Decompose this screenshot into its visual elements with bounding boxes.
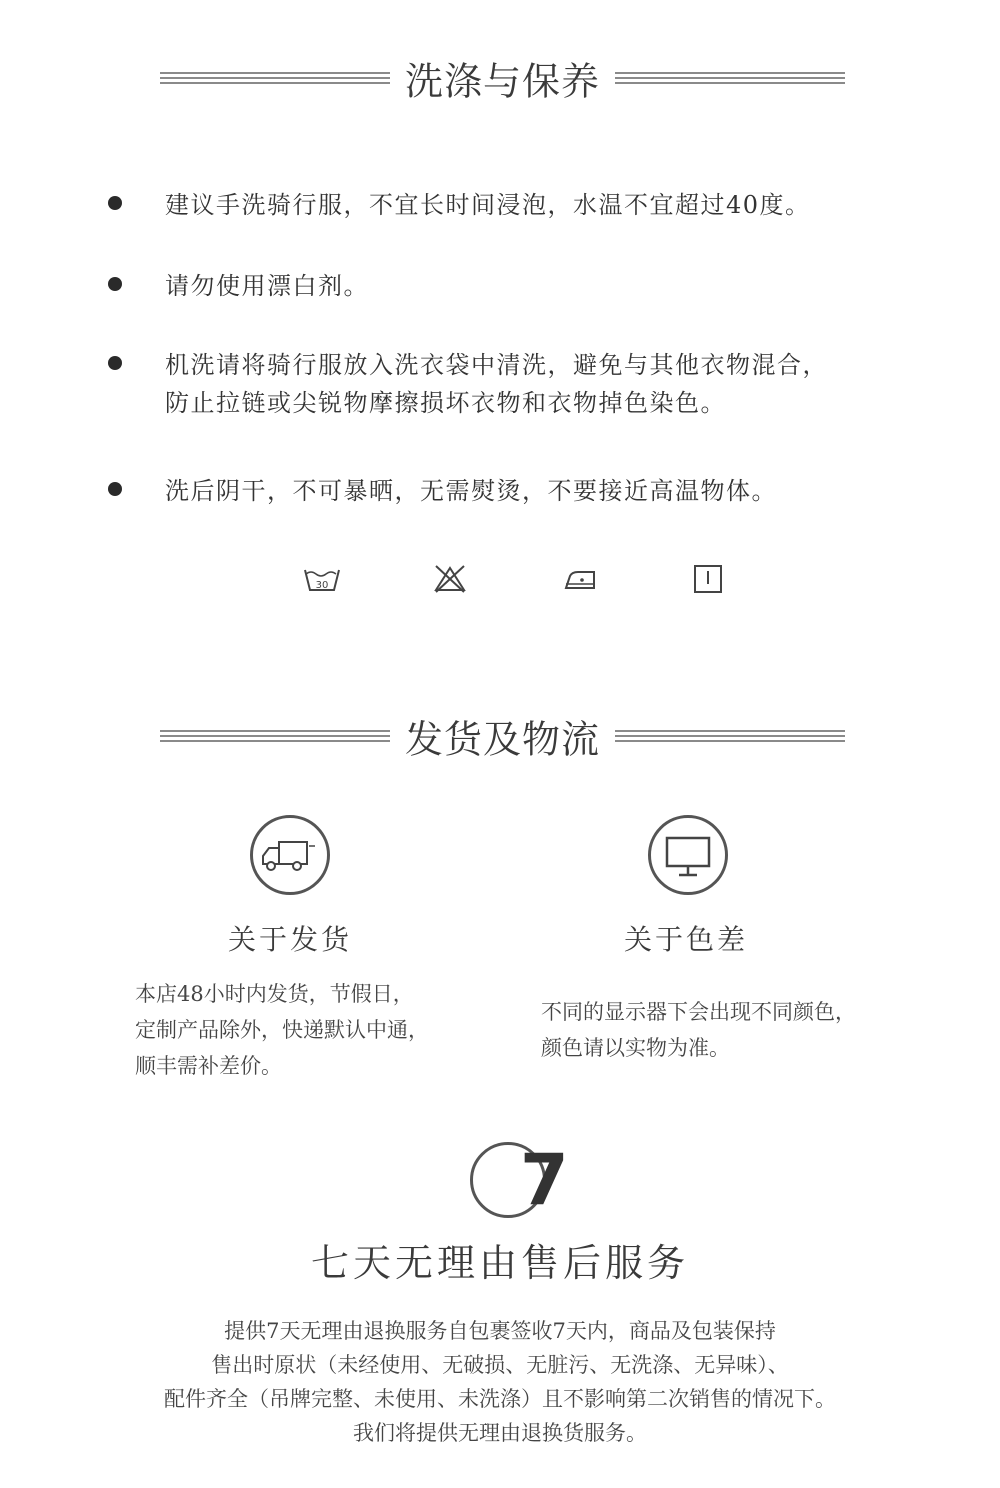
- care-bullet-text: 机洗请将骑行服放入洗衣袋中清洗，避免与其他衣物混合， 防止拉链或尖锐物摩擦损坏衣物和衣物掉色染色。: [165, 351, 828, 417]
- care-heading-title: 洗涤与保养: [404, 59, 601, 104]
- bullet-dot: [108, 482, 122, 496]
- care-bullet-text: 请勿使用漂白剂。: [165, 272, 369, 300]
- hand-wash-30-icon: [302, 560, 342, 596]
- line-dry-icon: [688, 560, 728, 596]
- heading-rule-left: [160, 730, 390, 742]
- heading-rule-left: [160, 72, 390, 84]
- care-heading: [160, 48, 845, 108]
- heading-rule-right: [615, 730, 845, 742]
- care-bullet-text: 建议手洗骑行服，不宜长时间浸泡，水温不宜超过40度。: [165, 191, 811, 219]
- heading-rule-right: [615, 72, 845, 84]
- wash-temp-label: 30: [315, 580, 329, 591]
- seven-number: 7: [520, 1139, 569, 1221]
- monitor-icon: [648, 815, 728, 895]
- truck-icon: [250, 815, 330, 895]
- bullet-dot: [108, 277, 122, 291]
- low-iron-icon: [560, 560, 600, 596]
- bullet-dot: [108, 356, 122, 370]
- color-diff-title: 关于色差: [624, 923, 749, 956]
- shipping-heading: [160, 706, 845, 766]
- delivery-title: 关于发货: [228, 923, 353, 956]
- service-title: 七天无理由售后服务: [310, 1241, 689, 1285]
- no-bleach-icon: [430, 560, 470, 596]
- shipping-heading-title: 发货及物流: [404, 717, 601, 762]
- bullet-dot: [108, 196, 122, 210]
- delivery-text: 本店48小时内发货，节假日， 定制产品除外，快递默认中通， 顺丰需补差价。: [135, 982, 429, 1078]
- color-diff-text: 不同的显示器下会出现不同颜色， 颜色请以实物为准。: [541, 1000, 856, 1060]
- care-bullet-text: 洗后阴干，不可暴晒，无需熨烫，不要接近高温物体。: [165, 477, 777, 505]
- service-text: 提供7天无理由退换服务自包裹签收7天内，商品及包装保持 售出时原状（未经使用、无破损、无脏污、无洗涤、无异味）、 配件齐全（吊牌完整、未使用、未洗涤）且不影响第二次销售的情况下。 我们将提供无理由退换货服务。: [164, 1319, 836, 1445]
